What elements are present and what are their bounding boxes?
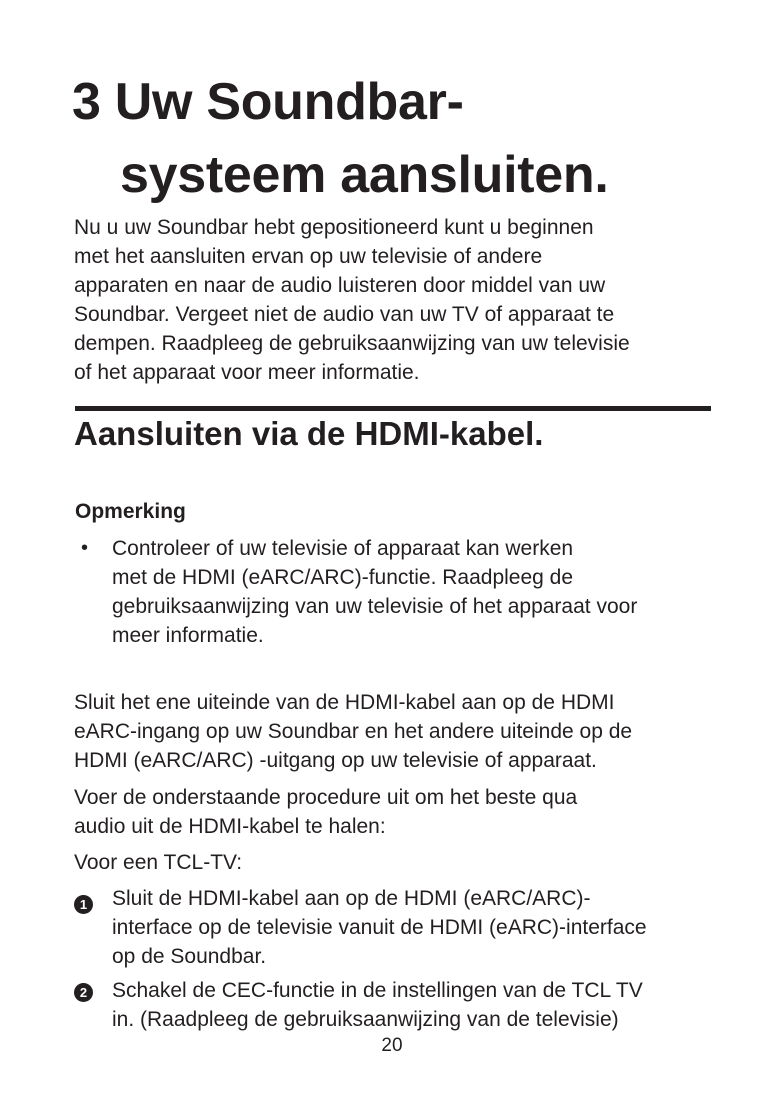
section-divider (75, 406, 711, 411)
note-bullet-line: met de HDMI (eARC/ARC)-functie. Raadpleeg de (112, 566, 574, 589)
connection-paragraph (74, 688, 632, 775)
note-title: Opmerking (75, 500, 186, 523)
note-bullet-line: Controleer of uw televisie of apparaat kan werken (112, 537, 574, 560)
note-bullet-line: meer informatie. (112, 624, 264, 647)
step-1-text (112, 884, 732, 971)
intro-line: of het apparaat voor meer informatie. (74, 361, 420, 384)
step-line: Schakel de CEC-functie in de instellingen van de TCL TV (112, 979, 643, 1002)
note-bullet-text (112, 534, 732, 650)
paragraph-line: eARC-ingang op uw Soundbar en het andere uiteinde op de (74, 720, 633, 743)
intro-line: dempen. Raadpleeg de gebruiksaanwijzing van uw televisie (74, 332, 630, 355)
procedure-paragraph (74, 783, 577, 841)
tcl-tv-label (74, 848, 242, 877)
intro-paragraph (74, 213, 724, 387)
paragraph-line: Voor een TCL-TV: (74, 851, 243, 874)
note-bullet-line: gebruiksaanwijzing van uw televisie of het apparaat voor (112, 595, 638, 618)
step-line: interface op de televisie vanuit de HDMI (eARC)-interface (112, 916, 647, 939)
intro-line: Nu u uw Soundbar hebt gepositioneerd kunt u beginnen (74, 216, 594, 239)
intro-line: apparaten en naar de audio luisteren door middel van uw (74, 274, 606, 297)
step-line: Sluit de HDMI-kabel aan op de HDMI (eARC/ARC)- (112, 887, 591, 910)
intro-line: Soundbar. Vergeet niet de audio van uw TV of apparaat te (74, 303, 615, 326)
paragraph-line: HDMI (eARC/ARC) -uitgang op uw televisie of apparaat. (74, 749, 597, 772)
step-2-number-icon: 2 (74, 983, 93, 1002)
section-heading: Aansluiten via de HDMI-kabel. (74, 415, 544, 452)
intro-line: met het aansluiten ervan op uw televisie of andere (74, 245, 543, 268)
step-2-text (112, 976, 732, 1034)
bullet-marker: • (81, 537, 89, 559)
step-line: in. (Raadpleeg de gebruiksaanwijzing van de televisie) (112, 1008, 619, 1031)
step-line: op de Soundbar. (112, 945, 267, 968)
paragraph-line: Sluit het ene uiteinde van de HDMI-kabel aan op de HDMI (74, 691, 615, 714)
chapter-title-line-1: 3 Uw Soundbar- (72, 73, 464, 131)
chapter-title-line-2: systeem aansluiten. (120, 146, 609, 204)
step-1-number-icon: 1 (74, 895, 93, 914)
paragraph-line: Voer de onderstaande procedure uit om het beste qua (74, 786, 578, 809)
paragraph-line: audio uit de HDMI-kabel te halen: (74, 815, 386, 838)
page-number: 20 (381, 1035, 403, 1056)
